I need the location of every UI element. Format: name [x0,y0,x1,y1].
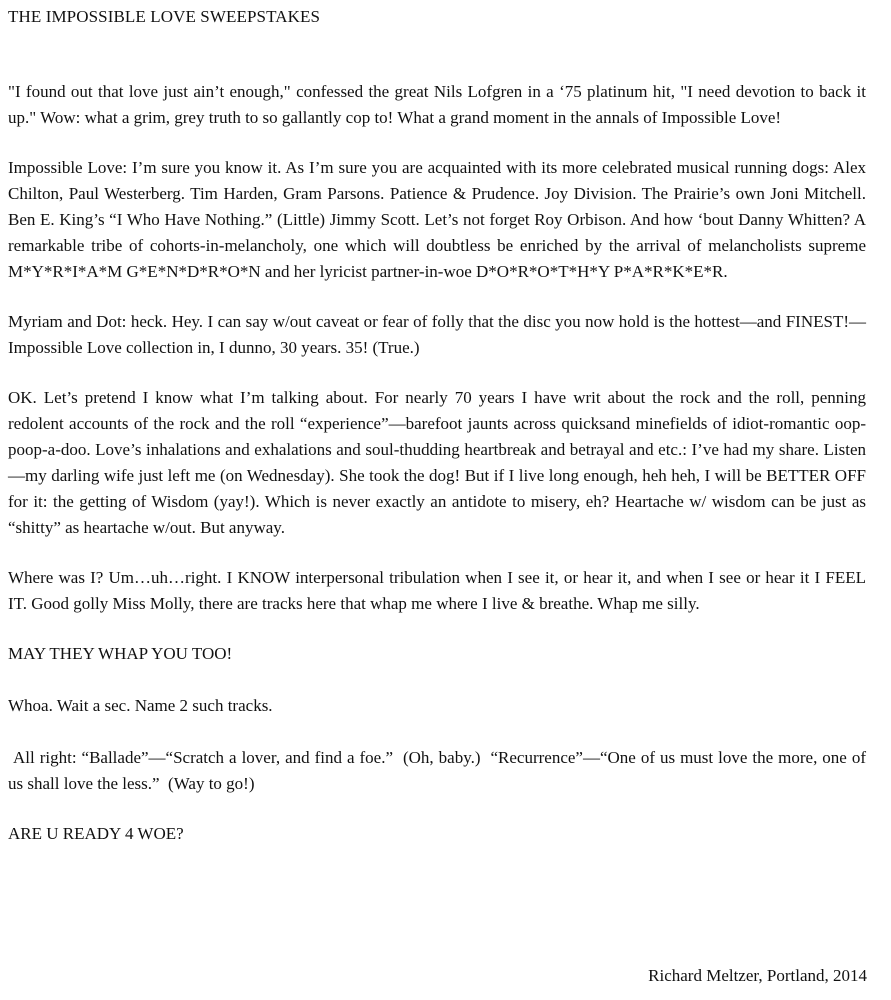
article-body [8,79,871,871]
paragraph-where-was-i: Where was I? Um…uh…right. I KNOW interpersonal tribulation when I see it, or hear it, and when I see or hear it I FEEL IT. Good golly Miss Molly, there are tracks here that whap me where I live & breathe. Whap me silly. [8,568,866,613]
paragraph-myriam-and-dot: Myriam and Dot: heck. Hey. I can say w/out caveat or fear of folly that the disc you now hold is the hottest—and FINEST!—Impossible Love collection in, I dunno, 30 years. 35! (True.) [8,312,866,357]
paragraph-impossible-love: Impossible Love: I’m sure you know it. As I’m sure you are acquainted with its more celebrated musical running dogs: Alex Chilton, Paul Westerberg. Tim Harden, Gram Parsons. Patience & Prudence. Joy Division. The Prairie’s own Joni Mitchell. Ben E. King’s “I Who Have Nothing.” (Little) Jimmy Scott. Let’s not forget Roy Orbison. And how ‘bout Danny Whitten? A remarkable tribe of cohorts-in-melancholy, one which will doubtless be enriched by the arrival of melancholists supreme M*Y*R*I*A*M G*E*N*D*R*O*N and her lyricist partner-in-woe D*O*R*O*T*H*Y P*A*R*K*E*R. [8,158,866,281]
paragraph-intro: "I found out that love just ain’t enough," confessed the great Nils Lofgren in a ‘75 platinum hit, "I need devotion to back it up." Wow: what a grim, grey truth to so gallantly cop to! What a grand moment in the annals of Impossible Love! [8,82,866,127]
paragraph-may-they-whap: MAY THEY WHAP YOU TOO! [8,644,233,663]
page-title: THE IMPOSSIBLE LOVE SWEEPSTAKES [8,7,320,26]
author-signature: Richard Meltzer, Portland, 2014 [648,966,867,985]
paragraph-ready-for-woe: ARE U READY 4 WOE? [8,824,184,843]
paragraph-ok-lets-pretend: OK. Let’s pretend I know what I’m talking about. For nearly 70 years I have writ about the rock and the roll, penning redolent accounts of the rock and the roll “experience”—barefoot jaunts across quicksand minefields of idiot-romantic oop-poop-a-doo. Love’s inhalations and exhalations and soul-thudding heartbreak and betrayal and etc.: I’ve had my share. Listen—my darling wife just left me (on Wednesday). She took the dog! But if I live long enough, heh heh, I will be BETTER OFF for it: the getting of Wisdom (yay!). Which is never exactly an antidote to misery, eh? Heartache w/ wisdom can be just as “shitty” as heartache w/out. But anyway. [8,388,866,537]
paragraph-whoa: Whoa. Wait a sec. Name 2 such tracks. [8,696,273,715]
paragraph-all-right: All right: “Ballade”—“Scratch a lover, and find a foe.” (Oh, baby.) “Recurrence”—“One of us must love the more, one of us shall love the less.” (Way to go!) [8,748,871,793]
